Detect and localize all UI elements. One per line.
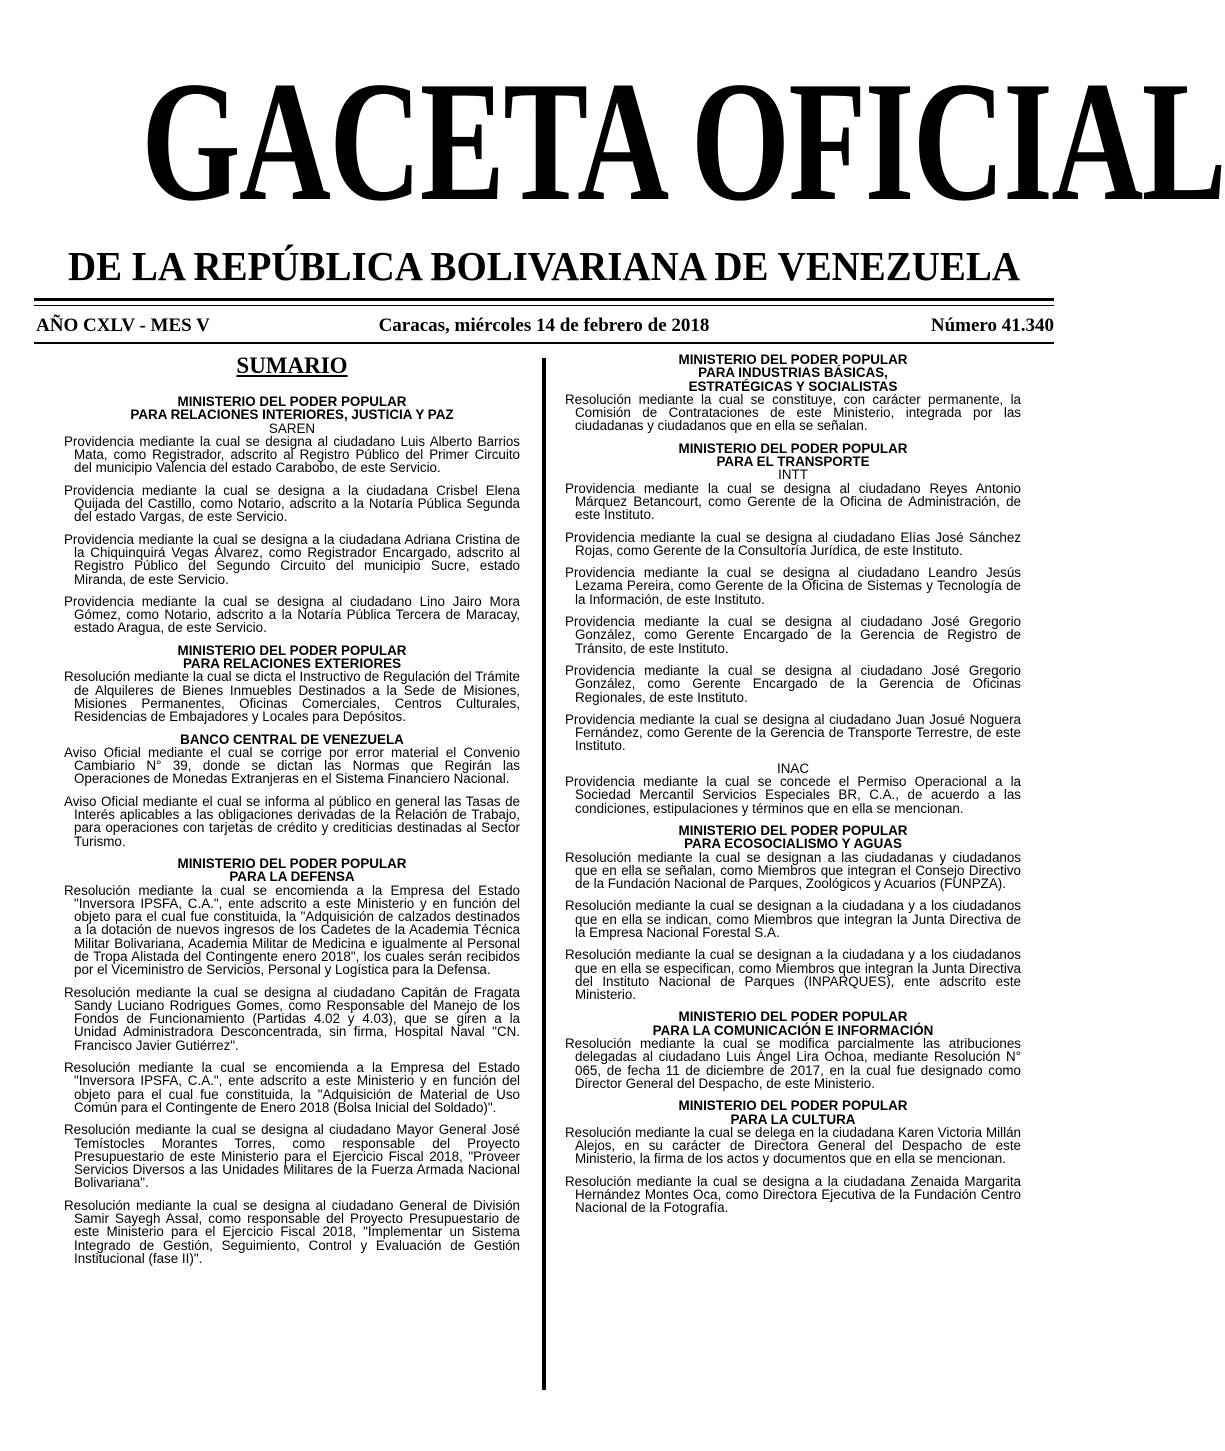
summary-entry: Providencia mediante la cual se designa al ciudadano José Gregorio González, como Gerente Encargado de la Gerencia de Registro de Tránsito, de este Instituto.: [565, 614, 1021, 656]
section-heading: MINISTERIO DEL PODER POPULAR: [177, 642, 407, 658]
section-heading: ESTRATÉGICAS Y SOCIALISTAS: [688, 378, 898, 394]
section-heading: PARA LA COMUNICACIÓN E INFORMACIÓN: [652, 1022, 934, 1038]
summary-entry: Resolución mediante la cual se modifica parcialmente las atribuciones delegadas al ciudadano Luis Ángel Lira Ochoa, mediante Resolución N° 065, de fecha 11 de diciembre de 2017, en la cual fue designado como Director General del Despacho, de este Ministerio.: [565, 1036, 1021, 1091]
summary-entry: Providencia mediante la cual se designa al ciudadano Lino Jairo Mora Gómez, como Notario, adscrito a la Notaría Pública Tercera de Maracay, estado Aragua, de este Servicio.: [64, 593, 520, 636]
section-heading: MINISTERIO DEL PODER POPULAR: [177, 394, 407, 409]
column-divider: [542, 358, 546, 1390]
summary-entry: Resolución mediante la cual se delega en la ciudadana Karen Victoria Millán Alejos, en su carácter de Directora General del Despacho de este Ministerio, la firma de los actos y documentos que en ella se mencionan.: [565, 1124, 1021, 1167]
section-heading: PARA ECOSOCIALISMO Y AGUAS: [684, 836, 902, 852]
summary-entry: Resolución mediante la cual se dicta el Instructivo de Regulación del Trámite de Alquileres de Bienes Inmuebles Destinados a la Sede de Misiones, Misiones Permanentes, Oficinas Comerciales, Centros Culturales, Residencias de Embajadores y Locales para Depósitos.: [64, 669, 520, 725]
section-heading: MINISTERIO DEL PODER POPULAR: [678, 1009, 908, 1025]
summary-entry: Aviso Oficial mediante el cual se informa al público en general las Tasas de Interés aplicables a las obligaciones derivadas de la Relación de Trabajo, para operaciones con tarjetas de crédito y crediticias destinadas al Sector Turismo.: [64, 793, 520, 849]
header-rule-thin: [34, 305, 1054, 306]
issue-number: Número 41.340: [930, 315, 1054, 336]
summary-entry: Providencia mediante la cual se designa a la ciudadana Adriana Cristina de la Chiquinquirá Vegas Álvarez, como Registrador Encargado, adscrito al Registro Público del Segundo Circuito del municipio Sucre, estado Miranda, de este Servicio.: [64, 531, 520, 587]
summary-entry: Resolución mediante la cual se designa al ciudadano Capitán de Fragata Sandy Luciano Rodrigues Gomes, como Responsable del Manejo de los Fondos de Funcionamiento (Partidas 4.02 y 4.03), que se giren a la Unidad Administradora Desconcentrada, sin firma, Hospital Naval "CN. Francisco Javier Gutiérrez".: [64, 984, 520, 1053]
masthead-subtitle: DE LA REPÚBLICA BOLIVARIANA DE VENEZUELA: [67, 243, 1020, 289]
summary-entry: Providencia mediante la cual se designa al ciudadano Reyes Antonio Márquez Betancourt, como Gerente de la Oficina de Administración, de este Instituto.: [565, 480, 1021, 523]
section-subheading: INAC: [777, 760, 809, 776]
summary-column-left: [64, 353, 520, 1274]
section-heading: MINISTERIO DEL PODER POPULAR: [678, 1098, 908, 1114]
section-heading: MINISTERIO DEL PODER POPULAR: [678, 440, 908, 456]
summary-entry: Resolución mediante la cual se designa a la ciudadana Zenaida Margarita Hernández Montes Oca, como Directora Ejecutiva de la Fundación Centro Nacional de la Fotografía.: [565, 1173, 1021, 1216]
section-heading: PARA LA DEFENSA: [229, 869, 355, 885]
summary-entry: Providencia mediante la cual se concede el Permiso Operacional a la Sociedad Mercantil Servicios Especiales BR, C.A., de acuerdo a las condiciones, estipulaciones y términos que en ella se mencionan.: [565, 774, 1021, 816]
summary-entry: Providencia mediante la cual se designa al ciudadano Luis Alberto Barrios Mata, como Registrador, adscrito al Registro Público del Primer Circuito del municipio Valencia del estado Carabobo, de este Servicio.: [64, 433, 520, 476]
summary-entry: Resolución mediante la cual se designa al ciudadano Mayor General José Temístocles Morantes Torres, como responsable del Proyecto Presupuestario de este Ministerio para el Ejercicio Fiscal 2018, "Proveer Servicios Diversos a las Unidades Militares de la Fuerza Armada Nacional Bolivariana".: [64, 1122, 520, 1191]
issue-info-bar: [34, 312, 1054, 340]
summary-entry: Providencia mediante la cual se designa al ciudadano Juan Josué Noguera Fernández, como Gerente de la Gerencia de Transporte Terrestre, de este Instituto.: [565, 711, 1021, 754]
section-heading: BANCO CENTRAL DE VENEZUELA: [180, 731, 404, 747]
summary-entry: Resolución mediante la cual se constituye, con carácter permanente, la Comisión de Contrataciones de este Ministerio, integrada por las ciudadanas y ciudadanos que en ella se señalan.: [565, 391, 1021, 434]
summary-entry: Resolución mediante la cual se designa al ciudadano General de División Samir Sayegh Assal, como responsable del Proyecto Presupuestario de este Ministerio para el Ejercicio Fiscal 2018, "Implementar un Sistema Integrado de Gestión, Seguimiento, Control y Evaluación de Gestión Institucional (fase II)".: [64, 1197, 520, 1266]
section-subheading: INTT: [778, 467, 808, 483]
summary-entry: Resolución mediante la cual se designan a la ciudadana y a los ciudadanos que en ella se indican, como Miembros que integran la Junta Directiva de la Empresa Nacional Forestal S.A.: [565, 898, 1021, 940]
section-heading: MINISTERIO DEL PODER POPULAR: [177, 855, 407, 871]
summary-entry: Providencia mediante la cual se designa al ciudadano Leandro Jesús Lezama Pereira, como Gerente de la Oficina de Sistemas y Tecnología de la Información, de este Instituto.: [565, 565, 1021, 607]
section-subheading: SAREN: [268, 420, 316, 436]
summary-entry: Resolución mediante la cual se encomienda a la Empresa del Estado "Inversora IPSFA, C.A.", ente adscrito a este Ministerio y en función del objeto para el cual fue constituida, la "Adquisición de calzados destinados a la dotación de nuevos ingresos de los Cadetes de la Academia Técnica Militar Bolivariana, Academia Militar de Medicina e igualmente al Personal de Tropa Alistada del Contingente enero 2018", los cuales serán recibidos por el Viceministro de Servicios, Personal y Logística para la Defensa.: [64, 882, 520, 978]
summary-entry: Providencia mediante la cual se designa al ciudadano Elías José Sánchez Rojas, como Gerente de la Consultoría Jurídica, de este Instituto.: [565, 529, 1021, 558]
header-rule-top: [34, 298, 1054, 301]
section-heading: PARA RELACIONES INTERIORES, JUSTICIA Y PAZ: [130, 407, 454, 423]
section-heading: PARA RELACIONES EXTERIORES: [183, 656, 401, 672]
issue-year-month: AÑO CXLV - MES V: [36, 315, 210, 336]
sumario-heading: SUMARIO: [236, 353, 348, 378]
summary-entry: Resolución mediante la cual se designan a las ciudadanas y ciudadanos que en ella se señalan, como Miembros que integran el Consejo Directivo de la Fundación Nacional de Parques, Zoológicos y Acuarios (FUNPZA).: [565, 849, 1021, 892]
section-heading: PARA LA CULTURA: [730, 1111, 856, 1127]
issue-place-date: Caracas, miércoles 14 de febrero de 2018: [378, 315, 710, 336]
section-heading: MINISTERIO DEL PODER POPULAR: [678, 352, 908, 367]
section-heading: PARA INDUSTRIAS BÁSICAS,: [698, 365, 888, 381]
summary-entry: Aviso Oficial mediante el cual se corrige por error material el Convenio Cambiario N° 39, donde se dictan las Normas que Regirán las Operaciones de Monedas Extranjeras en el Sistema Financiero Nacional.: [64, 744, 520, 787]
summary-entry: Resolución mediante la cual se encomienda a la Empresa del Estado "Inversora IPSFA, C.A.", ente adscrito a este Ministerio y en función del objeto para el cual fue constituida, la "Adquisición de Material de Uso Común para el Contingente de Enero 2018 (Bolsa Inicial del Soldado)".: [64, 1060, 520, 1115]
summary-entry: Providencia mediante la cual se designa al ciudadano José Gregorio González, como Gerente Encargado de la Gerencia de Oficinas Regionales, de este Instituto.: [565, 662, 1021, 705]
summary-entry: Resolución mediante la cual se designan a la ciudadana y a los ciudadanos que en ella se especifican, como Miembros que integran la Junta Directiva del Instituto Nacional de Parques (INPARQUES), ente adscrito este Ministerio.: [565, 947, 1021, 1003]
section-heading: MINISTERIO DEL PODER POPULAR: [678, 822, 908, 838]
masthead-title: GACETA OFICIAL: [141, 47, 1225, 237]
summary-column-right: [565, 353, 1021, 1224]
section-heading: PARA EL TRANSPORTE: [716, 454, 870, 470]
header-rule-bottom: [34, 342, 1054, 344]
summary-entry: Providencia mediante la cual se designa a la ciudadana Crisbel Elena Quijada del Castillo, como Notario, adscrito a la Notaría Pública Segunda del estado Vargas, de este Servicio.: [64, 482, 520, 525]
